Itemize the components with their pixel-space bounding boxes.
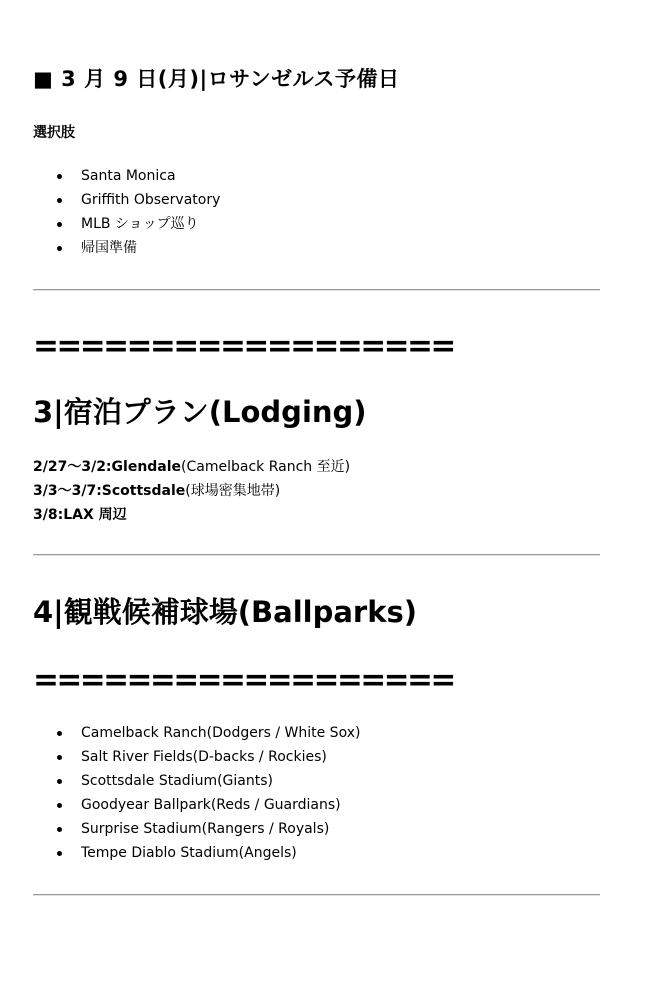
- list-item: [33, 721, 360, 745]
- list-item: [33, 841, 360, 865]
- ballpark-text: Camelback Ranch(Dodgers / White Sox): [81, 725, 361, 741]
- ballpark-text: Goodyear Ballpark(Reds / Guardians): [81, 797, 341, 813]
- ballpark-text: Surprise Stadium(Rangers / Royals): [81, 821, 330, 837]
- bullet-icon: [57, 779, 62, 784]
- bullet-icon: [57, 755, 62, 760]
- choices-label: 選択肢: [33, 125, 75, 141]
- bullet-icon: [57, 222, 62, 227]
- ballparks-heading: 4|観戦候補球場(Ballparks): [33, 595, 418, 629]
- bullet-icon: [57, 827, 62, 832]
- list-item: [33, 164, 220, 188]
- lodging-entry: [33, 479, 280, 503]
- separator-line: ==================: [33, 328, 454, 364]
- lodging-place: Glendale: [111, 459, 182, 475]
- list-item: [33, 793, 360, 817]
- bullet-icon: [57, 174, 62, 179]
- choices-list: [33, 164, 220, 260]
- horizontal-rule: [33, 289, 600, 291]
- bullet-icon: [57, 246, 62, 251]
- ballpark-text: Tempe Diablo Stadium(Angels): [81, 845, 297, 861]
- lodging-entry: [33, 503, 127, 527]
- lodging-dates: 2/27〜3/2:: [33, 459, 112, 475]
- list-item: [33, 745, 360, 769]
- list-item: [33, 769, 360, 793]
- choice-text: MLB ショップ巡り: [81, 216, 199, 232]
- day-heading: ■ 3 月 9 日(月)|ロサンゼルス予備日: [33, 67, 400, 91]
- lodging-place: LAX 周辺: [63, 507, 127, 523]
- separator-line: ==================: [33, 662, 454, 698]
- lodging-note: (球場密集地帯): [185, 483, 281, 499]
- lodging-dates: 3/8:: [33, 507, 64, 523]
- bullet-icon: [57, 198, 62, 203]
- bullet-icon: [57, 851, 62, 856]
- horizontal-rule: [33, 894, 600, 896]
- ballpark-text: Scottsdale Stadium(Giants): [81, 773, 273, 789]
- ballpark-text: Salt River Fields(D-backs / Rockies): [81, 749, 327, 765]
- lodging-heading: 3|宿泊プラン(Lodging): [33, 395, 367, 429]
- lodging-dates: 3/3〜3/7:: [33, 483, 102, 499]
- lodging-note: (Camelback Ranch 至近): [181, 459, 351, 475]
- bullet-icon: [57, 731, 62, 736]
- choice-text: Santa Monica: [81, 168, 176, 184]
- lodging-entry: [33, 455, 350, 479]
- horizontal-rule: [33, 554, 600, 556]
- lodging-place: Scottsdale: [101, 483, 186, 499]
- choice-text: 帰国準備: [81, 240, 137, 256]
- list-item: [33, 817, 360, 841]
- ballparks-list: [33, 721, 360, 865]
- list-item: [33, 236, 220, 260]
- bullet-icon: [57, 803, 62, 808]
- list-item: [33, 212, 220, 236]
- choice-text: Griffith Observatory: [81, 192, 221, 208]
- list-item: [33, 188, 220, 212]
